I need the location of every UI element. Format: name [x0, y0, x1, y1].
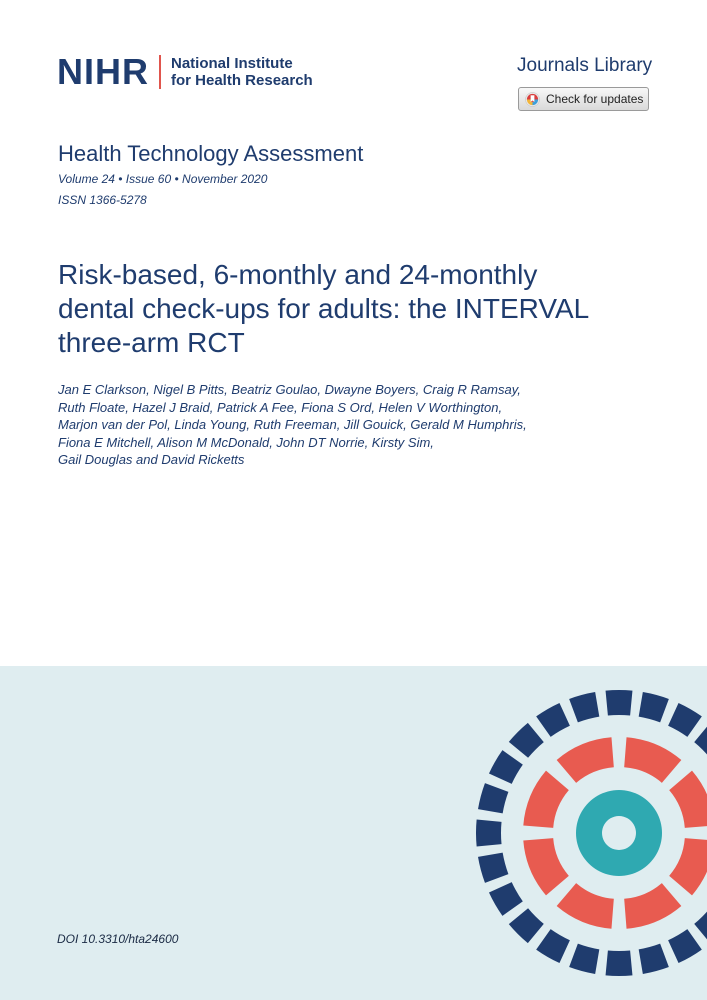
author-line: Marjon van der Pol, Linda Young, Ruth Freeman, Jill Gouick, Gerald M Humphris, — [58, 417, 527, 432]
middle-ring-segment — [669, 838, 707, 895]
outer-ring-segment — [639, 692, 669, 722]
outer-ring-segment — [606, 950, 633, 976]
inner-ring — [576, 790, 662, 876]
concentric-ring-emblem — [476, 688, 707, 998]
logo-divider — [159, 55, 161, 89]
middle-ring-segment — [523, 771, 569, 828]
middle-ring-segment — [557, 737, 614, 783]
outer-ring-segment — [536, 929, 570, 963]
crossmark-icon — [525, 92, 540, 107]
outer-ring-segment — [606, 690, 633, 716]
author-line: Jan E Clarkson, Nigel B Pitts, Beatriz Goulao, Dwayne Boyers, Craig R Ramsay, — [58, 382, 521, 397]
series-title: Health Technology Assessment — [58, 141, 364, 166]
outer-ring-segment — [478, 783, 508, 813]
middle-ring-segment — [624, 883, 681, 929]
middle-ring-segment — [669, 771, 707, 828]
logo-line-2: for Health Research — [171, 72, 313, 89]
middle-ring-segment — [557, 883, 614, 929]
outer-ring-segment — [476, 820, 502, 847]
outer-ring-segment — [489, 750, 523, 784]
logo-text — [171, 55, 313, 89]
outer-ring-segment — [536, 703, 570, 737]
issue-info: Volume 24 • Issue 60 • November 2020 — [58, 172, 268, 186]
check-updates-label: Check for updates — [546, 92, 644, 106]
outer-ring-segment — [569, 944, 599, 974]
outer-ring-segment — [478, 853, 508, 883]
title-line-2: dental check-ups for adults: the INTERVAL — [58, 293, 590, 324]
outer-ring-segment — [509, 908, 544, 943]
logo-line-1: National Institute — [171, 55, 293, 72]
issn: ISSN 1366-5278 — [58, 193, 147, 207]
outer-ring-segment — [639, 944, 669, 974]
outer-ring-segment — [489, 882, 523, 916]
article-title — [58, 258, 648, 360]
nihr-logo — [57, 52, 313, 92]
middle-ring-segment — [624, 737, 681, 783]
title-line-1: Risk-based, 6-monthly and 24-monthly — [58, 259, 538, 290]
outer-ring-segment — [668, 703, 702, 737]
author-line: Gail Douglas and David Ricketts — [58, 452, 245, 467]
outer-ring-segment — [694, 723, 707, 758]
title-line-3: three-arm RCT — [58, 327, 245, 358]
outer-ring-segment — [509, 723, 544, 758]
outer-ring-segment — [569, 692, 599, 722]
journals-library-label: Journals Library — [517, 55, 653, 76]
author-line: Fiona E Mitchell, Alison M McDonald, John DT Norrie, Kirsty Sim, — [58, 434, 434, 450]
doi: DOI 10.3310/hta24600 — [57, 932, 179, 946]
author-line: Ruth Floate, Hazel J Braid, Patrick A Fee, Fiona S Ord, Helen V Worthington, — [58, 399, 503, 415]
outer-ring-segment — [668, 929, 702, 963]
author-list — [58, 381, 558, 469]
check-for-updates-button[interactable] — [518, 87, 649, 111]
outer-ring-segment — [694, 908, 707, 943]
middle-ring-segment — [523, 838, 569, 895]
logo-acronym: NIHR — [57, 51, 149, 92]
